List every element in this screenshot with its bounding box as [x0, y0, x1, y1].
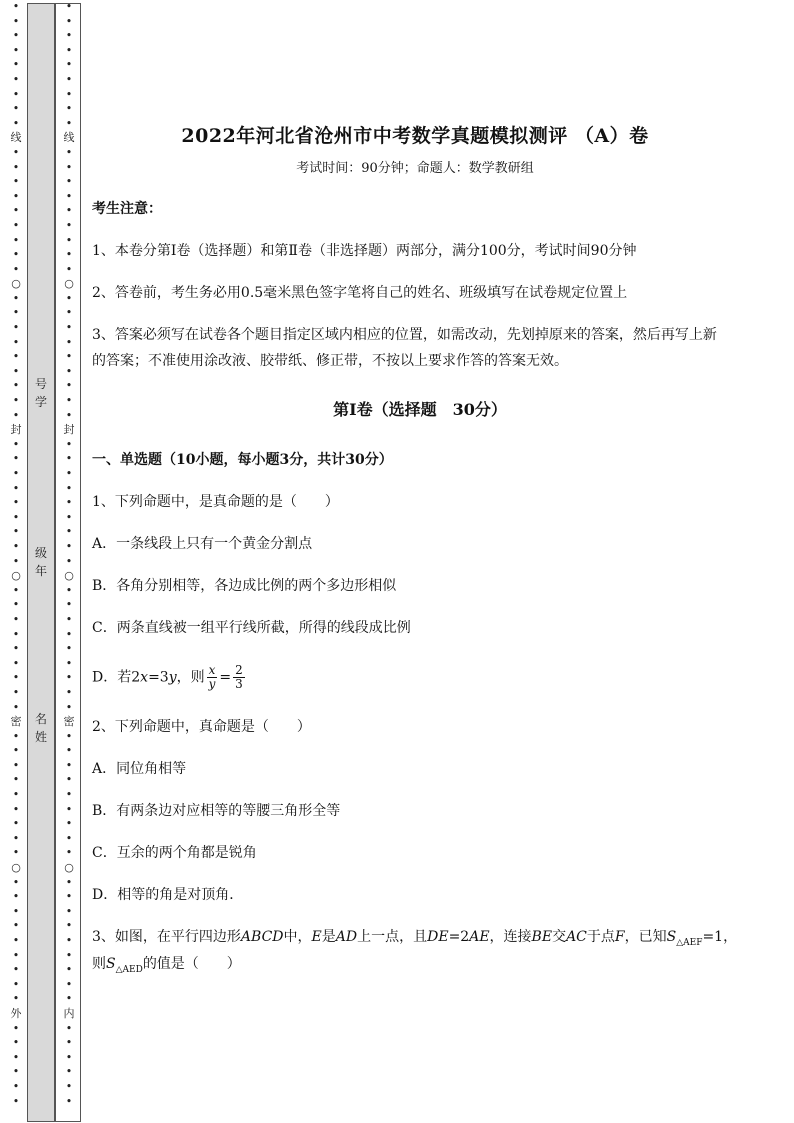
binding-dots-inner	[62, 0, 76, 1123]
binding-dot: •	[65, 831, 73, 845]
section-title: 第I卷（选择题 30分）	[333, 400, 507, 419]
field-name: 名 姓	[34, 712, 47, 744]
binding-dot: •	[65, 408, 73, 422]
binding-marker: ○	[11, 277, 21, 291]
binding-dot: •	[65, 291, 73, 305]
q3-stem-line1: 3、如图，在平行四边形ABCD中，E是AD上一点，且DE=2AE，连接BE交AC于点F，已知$S_{\triangle AEF}=1$，	[92, 929, 738, 948]
binding-dot: •	[12, 948, 20, 962]
binding-dot: •	[12, 890, 20, 904]
binding-dot: •	[12, 642, 20, 656]
binding-dot: •	[65, 671, 73, 685]
binding-dot: •	[12, 831, 20, 845]
binding-dot: •	[65, 963, 73, 977]
fraction-2-over-3: $\frac{2}{3}$	[235, 663, 243, 691]
binding-dot: •	[12, 145, 20, 159]
binding-marker: 线	[10, 131, 22, 145]
binding-dot: •	[65, 875, 73, 889]
binding-marker: ○	[64, 569, 74, 583]
binding-dot: •	[12, 437, 20, 451]
binding-dot: •	[12, 58, 20, 72]
binding-marker: ○	[11, 569, 21, 583]
binding-dot: •	[65, 306, 73, 320]
binding-dot: •	[65, 612, 73, 626]
binding-marker: ○	[64, 277, 74, 291]
binding-dot: •	[65, 1021, 73, 1035]
part-heading: 一、单选题（10小题，每小题3分，共计30分）	[92, 452, 393, 468]
binding-dot: •	[12, 583, 20, 597]
binding-dot: •	[65, 364, 73, 378]
binding-dot: •	[65, 204, 73, 218]
binding-dot: •	[12, 262, 20, 276]
binding-dot: •	[65, 948, 73, 962]
binding-dot: •	[12, 102, 20, 116]
binding-dot: •	[12, 408, 20, 422]
binding-dot: •	[12, 671, 20, 685]
binding-dot: •	[12, 160, 20, 174]
binding-marker: 内	[63, 1006, 75, 1020]
binding-dot: •	[12, 394, 20, 408]
binding-dot: •	[65, 262, 73, 276]
binding-dot: •	[65, 394, 73, 408]
q3-stem-line2: 则$S_{\triangle AED}$的值是（ ）	[92, 956, 241, 975]
binding-dot: •	[12, 904, 20, 918]
q1-option-d: D．若2x=3y，则 $\frac{x}{y}$ = $\frac{2}{3}$	[92, 663, 243, 691]
binding-dot: •	[65, 1050, 73, 1064]
binding-dot: •	[65, 160, 73, 174]
binding-dot: •	[65, 685, 73, 699]
binding-dot: •	[12, 350, 20, 364]
binding-dot: •	[12, 1065, 20, 1079]
binding-dot: •	[12, 467, 20, 480]
binding-dot: •	[12, 919, 20, 933]
binding-dot: •	[12, 700, 20, 714]
binding-dot: •	[65, 773, 73, 787]
binding-dot: •	[12, 364, 20, 378]
binding-dot: •	[12, 963, 20, 977]
binding-dot: •	[12, 875, 20, 889]
binding-dot: •	[12, 510, 20, 524]
binding-dot: •	[12, 788, 20, 802]
binding-dot: •	[65, 729, 73, 743]
binding-dot: •	[12, 496, 20, 510]
q1-stem: 1、下列命题中，是真命题的是（ ）	[92, 494, 339, 510]
binding-dot: •	[65, 598, 73, 612]
binding-dot: •	[65, 321, 73, 335]
binding-dot: •	[65, 379, 73, 393]
binding-marker: 密	[63, 715, 75, 729]
binding-dot: •	[12, 802, 20, 816]
binding-dot: •	[12, 758, 20, 772]
binding-dot: •	[12, 525, 20, 539]
binding-dot: •	[65, 817, 73, 831]
binding-dot: •	[65, 437, 73, 451]
q1-option-c: C．两条直线被一组平行线所截，所得的线段成比例	[92, 620, 411, 636]
binding-dot: •	[65, 992, 73, 1006]
binding-dot: •	[65, 102, 73, 116]
binding-dot: •	[12, 1079, 20, 1093]
binding-dot: •	[12, 1094, 20, 1108]
binding-dot: •	[65, 1094, 73, 1108]
binding-dot: •	[12, 452, 20, 466]
binding-dot: •	[65, 890, 73, 904]
binding-dot: •	[65, 335, 73, 349]
binding-marker: ○	[11, 861, 21, 875]
binding-dot: •	[65, 87, 73, 101]
binding-dot: •	[12, 218, 20, 232]
binding-dot: •	[65, 758, 73, 772]
binding-dot: •	[65, 233, 73, 247]
binding-dot: •	[65, 452, 73, 466]
binding-dot: •	[12, 29, 20, 43]
binding-dot: •	[12, 744, 20, 758]
binding-dot: •	[65, 43, 73, 57]
binding-dot: •	[12, 306, 20, 320]
binding-marker: 封	[10, 423, 22, 437]
binding-dot: •	[12, 321, 20, 335]
q2-stem: 2、下列命题中，真命题是（ ）	[92, 719, 311, 735]
binding-dot: •	[12, 233, 20, 247]
binding-dot: •	[12, 656, 20, 670]
notice-item-3-cont: 的答案；不准使用涂改液、胶带纸、修正带，不按以上要求作答的答案无效。	[92, 353, 568, 369]
binding-dot: •	[65, 1036, 73, 1050]
binding-dot: •	[12, 977, 20, 991]
binding-dot: •	[65, 58, 73, 72]
binding-dot: •	[65, 467, 73, 480]
binding-dot: •	[65, 510, 73, 524]
binding-dot: •	[12, 0, 20, 13]
field-class: 级 年	[34, 546, 47, 578]
binding-dot: •	[65, 1065, 73, 1079]
binding-dot: •	[12, 14, 20, 28]
binding-dot: •	[65, 14, 73, 28]
binding-dot: •	[12, 729, 20, 743]
binding-dot: •	[65, 29, 73, 43]
binding-dot: •	[12, 1050, 20, 1064]
binding-dot: •	[12, 1021, 20, 1035]
binding-dot: •	[12, 817, 20, 831]
binding-dot: •	[65, 846, 73, 860]
binding-dot: •	[12, 189, 20, 203]
binding-dots-outer	[9, 0, 23, 1123]
binding-marker: 封	[63, 423, 75, 437]
q2-option-b: B．有两条边对应相等的等腰三角形全等	[92, 803, 341, 819]
binding-dot: •	[65, 0, 73, 13]
binding-dot: •	[12, 685, 20, 699]
binding-dot: •	[65, 554, 73, 568]
q2-option-c: C．互余的两个角都是锐角	[92, 845, 257, 861]
q2-option-a: A．同位角相等	[92, 761, 187, 777]
binding-dot: •	[12, 335, 20, 349]
binding-dot: •	[12, 934, 20, 947]
notice-item-1: 1、本卷分第I卷（选择题）和第Ⅱ卷（非选择题）两部分，满分100分，考试时间90分钟	[92, 243, 637, 259]
binding-dot: •	[12, 379, 20, 393]
binding-dot: •	[12, 43, 20, 57]
binding-dot: •	[12, 992, 20, 1006]
binding-dot: •	[65, 496, 73, 510]
binding-dot: •	[65, 248, 73, 262]
q2-option-d: D．相等的角是对顶角．	[92, 887, 244, 903]
binding-dot: •	[12, 291, 20, 305]
notice-item-3: 3、答案必须写在试卷各个题目指定区域内相应的位置，如需改动，先划掉原来的答案，然后再写上新	[92, 327, 717, 343]
binding-dot: •	[65, 656, 73, 670]
binding-dot: •	[65, 350, 73, 364]
binding-dot: •	[65, 919, 73, 933]
binding-marker: 外	[10, 1006, 22, 1020]
binding-dot: •	[65, 525, 73, 539]
binding-dot: •	[65, 145, 73, 159]
binding-dot: •	[12, 175, 20, 189]
binding-dot: •	[65, 977, 73, 991]
binding-dot: •	[65, 788, 73, 802]
q1-option-a: A．一条线段上只有一个黄金分割点	[92, 536, 313, 552]
binding-dot: •	[12, 204, 20, 218]
binding-dot: •	[65, 189, 73, 203]
binding-dot: •	[65, 642, 73, 656]
binding-dot: •	[65, 539, 73, 553]
field-student-number: 号 学	[34, 377, 47, 409]
binding-dot: •	[12, 612, 20, 626]
binding-dot: •	[65, 904, 73, 918]
binding-marker: 线	[63, 131, 75, 145]
binding-dot: •	[65, 934, 73, 947]
binding-dot: •	[12, 539, 20, 553]
binding-dot: •	[12, 72, 20, 86]
binding-dot: •	[12, 248, 20, 262]
binding-marker: ○	[64, 861, 74, 875]
binding-dot: •	[65, 218, 73, 232]
binding-dot: •	[65, 481, 73, 495]
notice-item-2: 2、答卷前，考生务必用0.5毫米黑色签字笔将自己的姓名、班级填写在试卷规定位置上	[92, 285, 628, 301]
notice-heading: 考生注意：	[92, 201, 162, 217]
binding-dot: •	[65, 583, 73, 597]
binding-dot: •	[12, 846, 20, 860]
binding-dot: •	[12, 87, 20, 101]
page-subtitle: 考试时间：90分钟；命题人：数学教研组	[296, 161, 534, 176]
binding-dot: •	[65, 744, 73, 758]
page-title: 2022年河北省沧州市中考数学真题模拟测评 （A）卷	[181, 125, 649, 147]
binding-dot: •	[12, 116, 20, 130]
binding-dot: •	[65, 700, 73, 714]
binding-dot: •	[65, 116, 73, 130]
binding-dot: •	[12, 773, 20, 787]
binding-dot: •	[65, 627, 73, 641]
binding-dot: •	[12, 627, 20, 641]
binding-dot: •	[12, 1036, 20, 1050]
binding-dot: •	[65, 72, 73, 86]
q1-option-b: B．各角分别相等，各边成比例的两个多边形相似	[92, 578, 397, 594]
binding-dot: •	[12, 598, 20, 612]
binding-dot: •	[65, 175, 73, 189]
binding-dot: •	[12, 481, 20, 495]
binding-marker: 密	[10, 715, 22, 729]
binding-dot: •	[65, 1079, 73, 1093]
fraction-x-over-y: $\frac{x}{y}$	[208, 663, 216, 691]
binding-dot: •	[65, 802, 73, 816]
binding-dot: •	[12, 554, 20, 568]
